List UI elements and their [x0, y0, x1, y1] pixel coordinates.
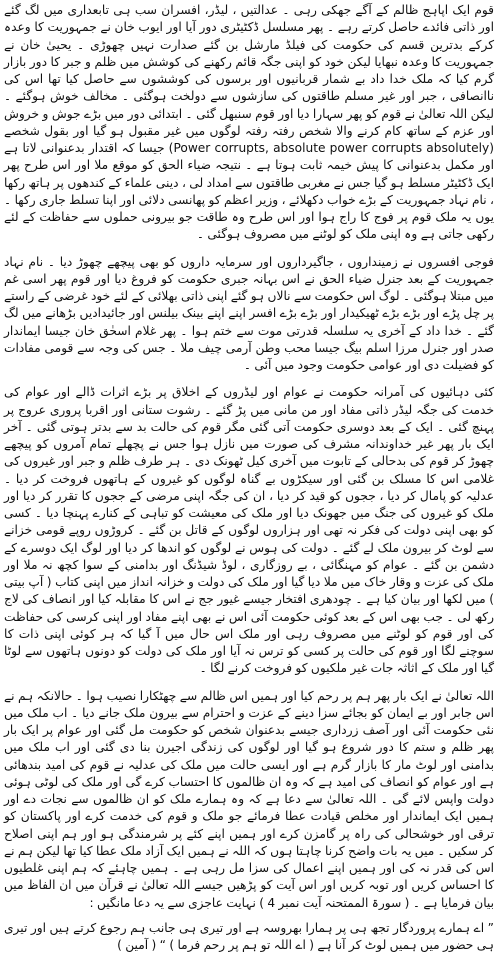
paragraph-1: قوم ایک اپاہج ظالم کے آگے جھکی رہی ۔ عدالتیں ، لیڈر، افسران سب ہی تابعداری میں لگ گئے اور ذاتی فائدے حاصل کرتے رہے ۔ پھر مسلسل ڈکٹیٹری دور آیا اور ایوب خان نے جمہوریت کا وعدہ کرکے بدترین قسم کی حکومت کی فیلڈ مارشل بن گئے صدارت نہیں چھوڑی ۔ یحییٰ خان نے جمہوریت کا وعدہ نبھایا لیکن خود کو اپنی جگہ قائم رکھنے کی کوشش میں ظلم و جبر کا دور بازار گرم کیا کہ ملک خدا داد بے شمار قربانیوں اور برسوں کی کوششوں سے حاصل کیا تھا اس کی ناانصافی ، جبر اور غیر مسلم طاقتوں کی سازشوں سے دولخت ہوگئی ۔ مخالف خوش ہوگئے ۔ لیکن اللہ تعالیٰ نے قوم کو پھر سہارا دیا اور قوم سنبھل گئی ۔ ابتدائی دور میں بڑے جوش و خروش اور عزم کے ساتھ کام کرنے والا شخص رفتہ رفتہ لوگوں میں غیر مقبول ہو گیا اور بقول شخصے (Power corrupts, absolute power corrupts absolutely) جیسا کہ اقتدار بدعنوانی لاتا ہے اور مکمل بدعنوانی کا پیش خیمہ ثابت ہوتا ہے ۔ نتیجہ ضیاء الحق کو موقع ملا اور اس طرح پھر ایک ڈکٹیٹر مسلط ہو گیا جس نے مغربی طاقتوں سے امداد لی ، دینی علماء کے کندھوں پر ہاتھ رکھا ، نام نہاد جمہوریت کے بڑے خواب دکھلائے ، وزیر اعظم کو پھانسی دلائی اور اپنا تسلط جاری رکھا ۔ یوں یہ ملک قوم پر فوج کا راج ہوا اور اس طرح وہ طاقت جو بیرونی حملوں سے حفاظت کے لئے رکھی جاتی ہے وہ اپنی ملک کو لوٹنے میں مصروف ہوگئی ۔	[4, 3, 495, 242]
paragraph-3: کئی دہائیوں کی آمرانہ حکومت نے عوام اور لیڈروں کے اخلاق پر بڑے اثرات ڈالے اور عوام کی خدمت کی جگہ لیڈر ذاتی مفاد اور من مانی میں پڑ گئے ۔ رشوت ستانی اور اقربا پروری عروج پر پہنچ گئی ۔ ایک کے بعد دوسری حکومت آتی گئی مگر قوم کی حالت بد سے بدتر ہوتی گئی ۔ آخر ایک بار پھر غیر خداوندانہ مشرف کی صورت میں نازل ہوا جس نے پچھلے تمام آمروں کو پیچھے چھوڑ کر قوم کی بدحالی کے تابوت میں آخری کیل ٹھونک دی ۔ ہر طرف ظلم و جبر اور غیروں کی غلامی اس کا مسلک بن گئی اور سیکڑوں بے گناہ لوگوں کو غیروں کے ہاتھوں فروخت کر دیا ۔ عدلیہ کو پامال کر دیا ، ججوں کو قید کر دیا ، ان کی جگہ اپنی مرضی کے ججوں کا تقرر کر دیا اور ملک کو غیروں کی جنگ میں جھونک دیا اور ملک کی معیشت کو تباہی کے کنارے پہنچا دیا ۔ کسی کو بھی اپنی دولت کی فکر نہ تھی اور ہزاروں لوگوں کے قاتل بن گئے ۔ کروڑوں روپے قومی خزانے سے لوٹ کر بیرون ملک لے گئے ۔ دولت کی ہوس نے لوگوں کو اندھا کر دیا اور لوگ ایک دوسرے کے دشمن بن گئے ۔ عوام کو مہنگائی ، بے روزگاری ، لوڈ شیڈنگ اور بدامنی کے سوا کچھ نہ ملا اور ملک کی عزت و وقار خاک میں ملا دیا گیا اور ملک کی دولت و خزانہ انداز میں اپنی کتاب ( آپ بیتی ) میں لکھا اور بیان کیا ہے ۔ چودھری افتخار جیسے غیور جج نے اس کا مقابلہ کیا اور انصاف کی لاج رکھ لی ۔ جب بھی اس کے بعد کوئی حکومت آئی اس نے بھی اپنے مفاد اور اپنی کرسی کی حفاظت کی اور قوم کو لوٹنے میں مصروف رہی اور ملک اس حال میں آ گیا کہ ہر کوئی اپنی ذات کا سوچنے لگا اور قوم کی حالت پر کسی کو ترس نہ آیا اور ملک کی دولت کو دونوں ہاتھوں سے لوٹا گیا اور ملک کے اثاثہ جات غیر ملکیوں کو فروخت کرنے لگا ۔	[4, 385, 494, 676]
paragraph-2: فوجی افسروں نے زمینداروں ، جاگیرداروں اور سرمایہ داروں کو بھی پیچھے چھوڑ دیا ۔ نام نہاد جمہوریت کے بعد جنرل ضیاء الحق نے اس بہانہ جبری حکومت کو فروغ دیا اور قوم پھر اسی غم میں مبتلا ہوگئی ۔ لوگ اس حکومت سے نالاں ہو گئے اپنی ذاتی بھلائی کے لئے خود غرضی کے راستے پر چل پڑے اور بڑے بڑے ٹھیکیدار اور بڑے بڑے افسر اپنے اپنے بینک بیلنس اور جائیدادیں بڑھانے میں لگ گئے ۔ خدا داد کے آخری یہ سلسلہ قدرتی موت سے ختم ہوا ۔ پھر غلام اسحٰق خان جیسا ایماندار صدر اور جنرل مرزا اسلم بیگ جیسا محب وطن آرمی چیف ملا ۔ جس کی وجہ سے قومی مفادات کو فضیلت دی اور عوامی حکومت وجود میں آئی ۔	[3, 254, 494, 372]
paragraph-4: اللہ تعالیٰ نے ایک بار پھر ہم پر رحم کیا اور ہمیں اس ظالم سے چھٹکارا نصیب ہوا ۔ حالانکہ ہم نے اس جابر اور بے ایمان کو بجائے سزا دینے کے عزت و احترام سے بیرون ملک جانے دیا ۔ اب ملک میں نئی حکومت آئی اور آصف زرداری جیسے بدعنوان شخص کو حکومت مل گئی اور عوام پر ایک بار پھر ظلم و ستم کا دور شروع ہو گیا اور لوگوں کی زندگی اجیرن بنا دی گئی اور اب ملک میں بدامنی اور لوٹ مار کا بازار گرم ہے اور ایسی حالت میں ملک کی عدلیہ نے قوم کی امید بندھائی ہے اور عوام کو انصاف کی امید ہے کہ وہ ان ظالموں کا احتساب کرے گی اور ملک کی لوٹی ہوئی دولت واپس لائے گی ۔ اللہ تعالیٰ سے دعا ہے کہ وہ ہمارے ملک کو ان ظالموں سے نجات دے اور ہمیں ایک ایماندار اور مخلص قیادت عطا فرمائے جو ملک و قوم کی خدمت کرے اور پاکستان کو ترقی اور خوشحالی کی راہ پر گامزن کرے اور ہمیں اپنے کئے پر شرمندگی ہو اور ہم اپنی اصلاح کر سکیں ۔ میں یہ بات واضح کرنا چاہتا ہوں کہ اللہ نے ہمیں ایک آزاد ملک عطا کیا تھا لیکن ہم نے اس کی قدر نہ کی اور ہمیں اپنے اعمال کی سزا مل رہی ہے ۔ ہمیں چاہئے کہ ہم اپنی غلطیوں کا احساس کریں اور توبہ کریں اور اس آیت کو پڑھیں جیسے اللہ تعالیٰ نے قرآن میں ان الفاظ میں بیان فرمایا ہے ۔ ( سورۃ الممتحنہ آیت نمبر 4 ) نہایت عاجزی سے یہ دعا مانگیں :	[4, 688, 494, 910]
closing-prayer: ” اے ہمارے پروردگار تجھ ہی پر ہمارا بھروسہ ہے اور تیری ہی جانب ہم رجوع کرتے ہیں اور تیری ہی حضور میں ہمیں لوٹ کر آنا ہے ( اے اللہ تو ہم پر رحم فرما ) “ ( آمین )	[4, 920, 494, 952]
